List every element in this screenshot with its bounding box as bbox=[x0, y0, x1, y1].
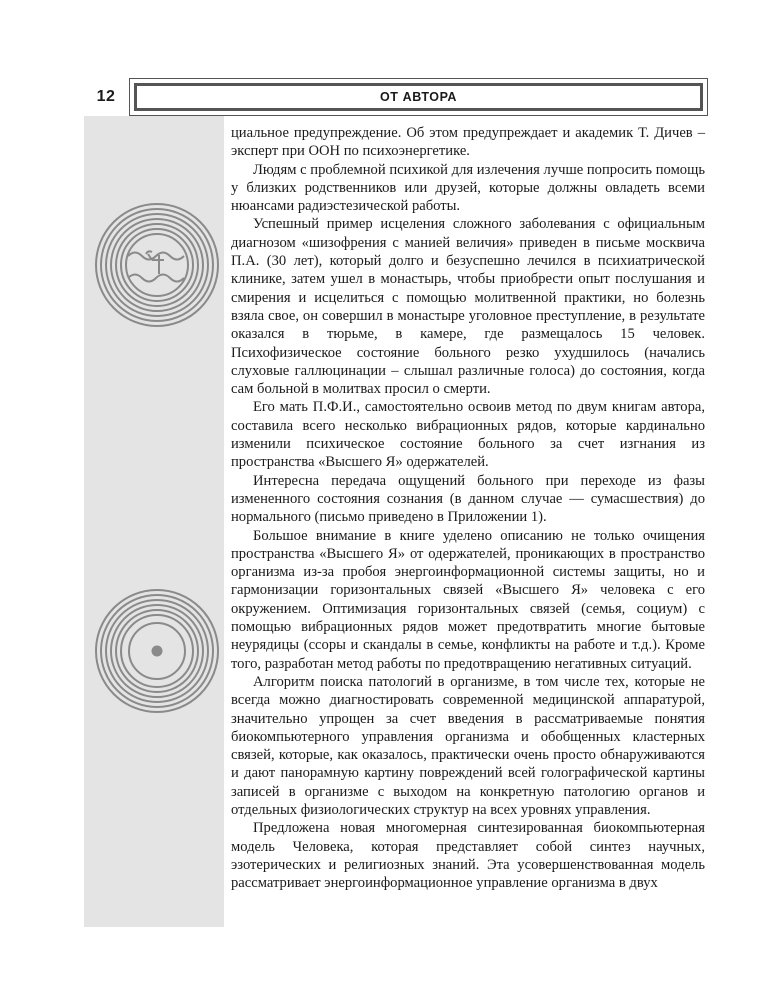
section-title: ОТ АВТОРА bbox=[379, 90, 458, 104]
paragraph: Его мать П.Ф.И., самостоятельно освоив метод по двум книгам автора, составила всего несколько вибрационных рядов, которые кардинально изменили психическое состояние больного за счет изгнания из пространства «Высшего Я» одержателей. bbox=[231, 399, 705, 471]
paragraph: Предложена новая многомерная синтезированная биокомпьютерная модель Человека, которая представляет собой синтез научных, эзотерических и религиозных знаний. Эта усовершенствованная модель рассматривает энергоинформационное управление организма в двух bbox=[231, 820, 705, 892]
paragraph: Алгоритм поиска патологий в организме, в том числе тех, которые не всегда можно диагностировать современной медицинской аппаратурой, значительно упрощен за счет введения в рассматриваемые понятия биокомпьютерного управления организма и обобщенных кластерных связей, которые, как оказалось, практически очень просто обнаруживаются и дают панорамную картину повреждений всей голографической картины записей в организме с выходом на конкретную патологию органов и отдельных физиологических структур на всех уровнях управления. bbox=[231, 673, 705, 818]
concentric-rings-wave-symbol-icon bbox=[92, 200, 222, 330]
running-header-frame bbox=[134, 83, 703, 111]
page-number: 12 bbox=[96, 88, 116, 105]
paragraph: Успешный пример исцеления сложного заболевания с официальным диагнозом «шизофрения с манией величия» приведен в письме москвича П.А. (30 лет), который долго и безуспешно лечился в психиатрической клинике, затем ушел в монастырь, чтобы приобрести опыт послушания и смирения и исцелиться с помощью молитвенной практики, но болезнь взяла свое, он совершил в монастыре уголовное преступление, в результате оказался в тюрьме, в камере, где размещалось 15 человек. Психофизическое состояние больного резко ухудшилось (начались слуховые галлюцинации – слышал различные голоса) до состояния, когда сам больной в молитвах просил о смерти. bbox=[231, 216, 705, 398]
running-header bbox=[129, 78, 708, 116]
paragraph: Интересна передача ощущений больного при переходе из фазы измененного состояния сознания (в данном случае — сумасшествия) до нормального (письмо приведено в Приложении 1). bbox=[231, 472, 705, 526]
paragraph: циальное предупреждение. Об этом предупреждает и академик Т. Дичев – эксперт при ООН по психоэнергетике. bbox=[231, 125, 705, 160]
paragraph: Большое внимание в книге уделено описанию не только очищения пространства «Высшего Я» от одержателей, проникающих в пространство организма из-за пробоя энергоинформационной системы защиты, но и гармонизации горизонтальных связей «Высшего Я» человека с его окружением. Оптимизация горизонтальных связей (семья, социум) с помощью вибрационных рядов может предотвратить многие бытовые неурядицы (ссоры и скандалы в семье, конфликты на работе и т.д.). Кроме того, разработан метод работы по предотвращению негативных ситуаций. bbox=[231, 527, 705, 672]
paragraph: Людям с проблемной психикой для излечения лучше попросить помощь у близких родственников или друзей, которые должны овладеть всеми нюансами радиэстезической работы. bbox=[231, 161, 705, 215]
concentric-rings-dot-icon bbox=[92, 586, 222, 716]
body-text bbox=[231, 124, 705, 892]
